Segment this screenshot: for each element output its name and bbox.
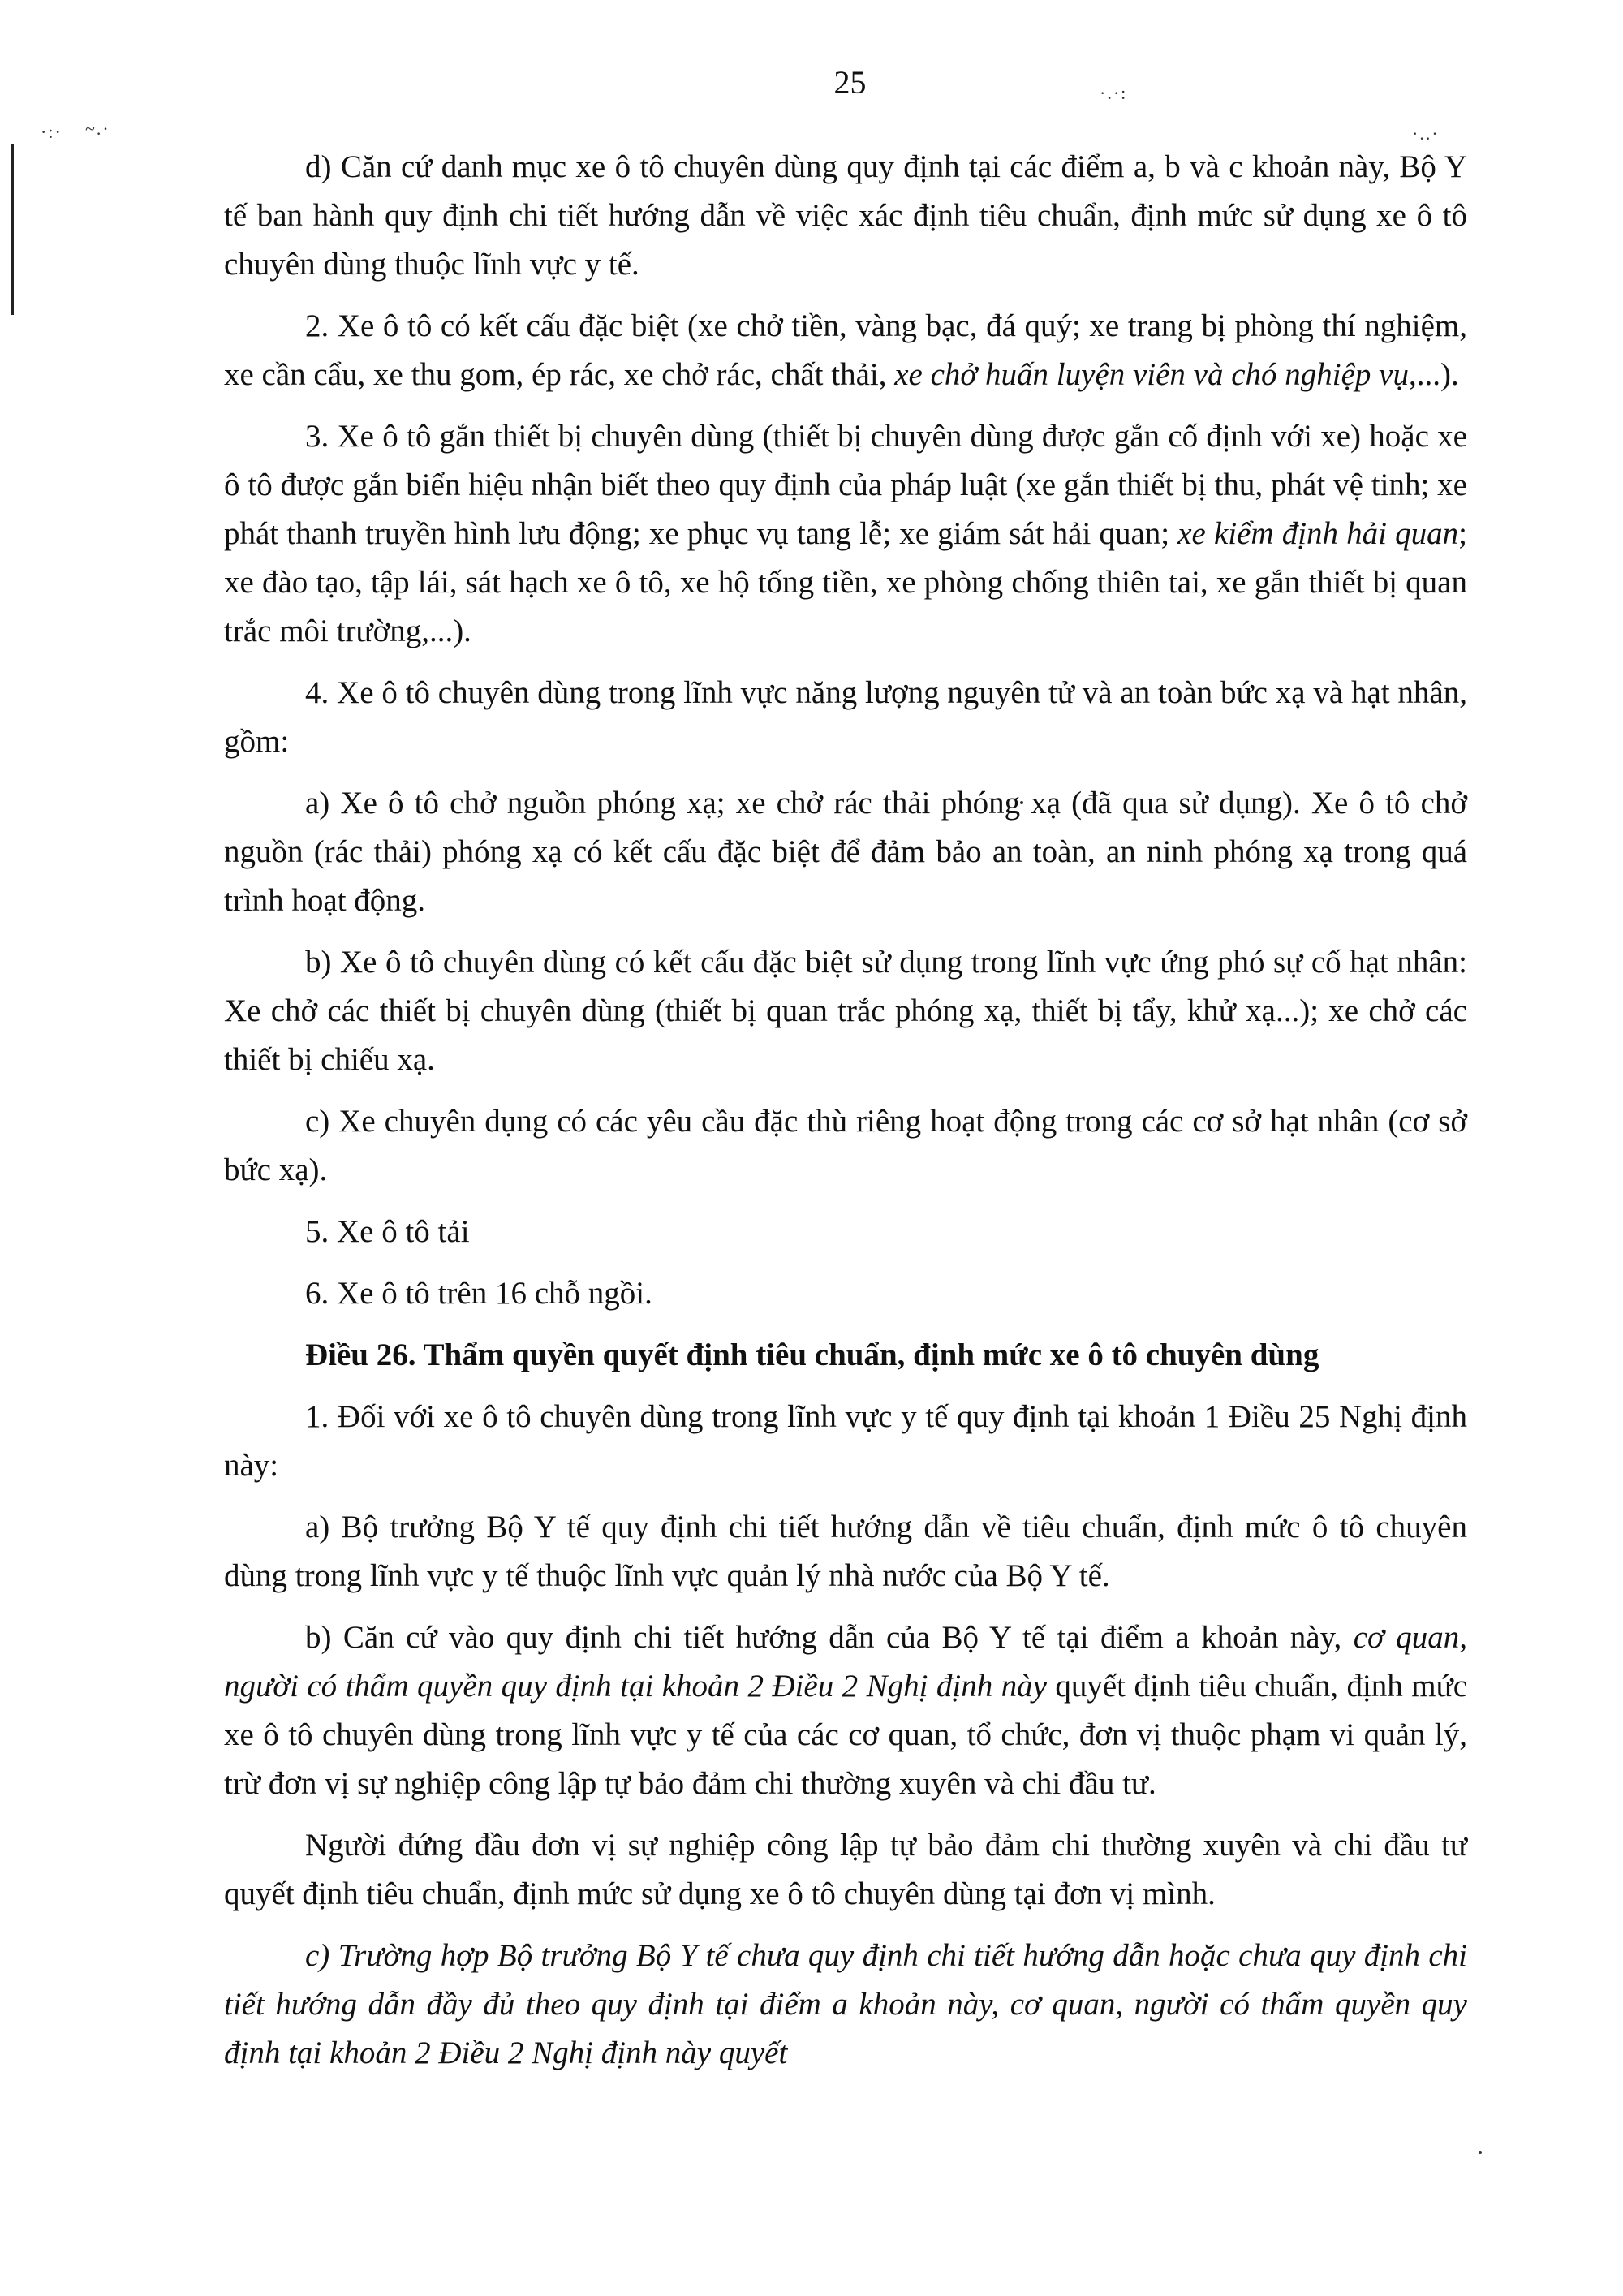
text-segment: cơ quan, người có thẩm quyền quy định tại khoản 2 Điều 2 Nghị định này: [224, 1620, 1467, 1704]
paragraph-4-nuclear: [224, 669, 1467, 766]
scan-edge-line: [11, 144, 14, 315]
scan-dot: [1479, 2151, 1482, 2154]
paragraph-26-1b: [224, 1613, 1467, 1808]
text-segment: c) Trường hợp Bộ trưởng Bộ Y tế chưa quy định chi tiết hướng dẫn hoặc chưa quy định chi tiết hướng dẫn đầy đủ theo quy định tại điểm a khoản này, cơ quan, người có thẩm quyền quy định tại khoản 2 Điều 2 Nghị định này quyết: [224, 1938, 1467, 2070]
paragraph-5-trucks: [224, 1208, 1467, 1256]
text-segment: ; xe đào tạo, tập lái, sát hạch xe ô tô, xe hộ tống tiền, xe phòng chống thiên tai, xe gắn thiết bị quan trắc môi trường,...).: [224, 516, 1467, 648]
text-segment: a) Bộ trưởng Bộ Y tế quy định chi tiết hướng dẫn về tiêu chuẩn, định mức ô tô chuyên dùng trong lĩnh vực y tế thuộc lĩnh vực quản lý nhà nước của Bộ Y tế.: [224, 1510, 1467, 1593]
text-segment: Điều 26. Thẩm quyền quyết định tiêu chuẩn, định mức xe ô tô chuyên dùng: [305, 1338, 1319, 1372]
text-segment: xe kiểm định hải quan: [1177, 516, 1459, 551]
text-segment: 1. Đối với xe ô tô chuyên dùng trong lĩnh vực y tế quy định tại khoản 1 Điều 25 Nghị định này:: [224, 1399, 1467, 1483]
text-segment: ,...).: [1408, 357, 1459, 392]
text-segment: Người đứng đầu đơn vị sự nghiệp công lập tự bảo đảm chi thường xuyên và chi đầu tư quyết định tiêu chuẩn, định mức sử dụng xe ô tô chuyên dùng tại đơn vị mình.: [224, 1828, 1467, 1911]
text-segment: b) Căn cứ vào quy định chi tiết hướng dẫn của Bộ Y tế tại điểm a khoản này,: [305, 1620, 1354, 1655]
text-segment: 3. Xe ô tô gắn thiết bị chuyên dùng (thiết bị chuyên dùng được gắn cố định với xe) hoặc xe ô tô được gắn biển hiệu nhận biết theo quy định của pháp luật (xe gắn thiết bị thu, phát vệ tinh; xe phát thanh truyền hình lưu động; xe phục vụ tang lễ; xe giám sát hải quan;: [224, 419, 1467, 551]
paragraph-4a-radioactive-source: [224, 779, 1467, 925]
scan-speck: ~.·: [85, 118, 110, 139]
paragraph-d-medical-vehicles: [224, 143, 1467, 289]
paragraph-26-1c: [224, 1932, 1467, 2078]
paragraph-26-1b-head-of-unit: [224, 1821, 1467, 1919]
document-body: [224, 143, 1467, 2091]
text-segment: quyết định tiêu chuẩn, định mức xe ô tô chuyên dùng trong lĩnh vực y tế của các cơ quan, tổ chức, đơn vị thuộc phạm vi quản lý, trừ đơn vị sự nghiệp công lập tự bảo đảm chi thường xuyên và chi đầu tư.: [224, 1669, 1467, 1801]
text-segment: 2. Xe ô tô có kết cấu đặc biệt (xe chở tiền, vàng bạc, đá quý; xe trang bị phòng thí nghiệm, xe cần cẩu, xe thu gom, ép rác, xe chở rác, chất thải,: [224, 308, 1467, 392]
text-segment: c) Xe chuyên dụng có các yêu cầu đặc thù riêng hoạt động trong các cơ sở hạt nhân (cơ sở bức xạ).: [224, 1104, 1467, 1187]
paragraph-4b-nuclear-incident: [224, 938, 1467, 1084]
text-segment: 6. Xe ô tô trên 16 chỗ ngồi.: [305, 1276, 652, 1311]
text-segment: d) Căn cứ danh mục xe ô tô chuyên dùng quy định tại các điểm a, b và c khoản này, Bộ Y tế ban hành quy định chi tiết hướng dẫn về việc xác định tiêu chuẩn, định mức sử dụng xe ô tô chuyên dùng thuộc lĩnh vực y tế.: [224, 149, 1467, 282]
text-segment: 4. Xe ô tô chuyên dùng trong lĩnh vực năng lượng nguyên tử và an toàn bức xạ và hạt nhân, gồm:: [224, 675, 1467, 759]
paragraph-26-1: [224, 1393, 1467, 1490]
text-segment: xe chở huấn luyện viên và chó nghiệp vụ: [894, 357, 1409, 392]
paragraph-2-special-structure: [224, 302, 1467, 399]
paragraph-26-1a: [224, 1503, 1467, 1600]
scan-speck: ·..·: [1412, 123, 1440, 144]
text-segment: 5. Xe ô tô tải: [305, 1214, 470, 1249]
paragraph-3-special-equipment: [224, 412, 1467, 656]
scan-speck: ·:·: [41, 122, 62, 142]
page-number: 25: [833, 64, 867, 101]
paragraph-6-over-16-seats: [224, 1269, 1467, 1318]
scan-speck: ·.·:: [1100, 83, 1128, 103]
paragraph-4c-nuclear-facility: [224, 1097, 1467, 1195]
article-26-heading: [224, 1331, 1467, 1380]
text-segment: b) Xe ô tô chuyên dùng có kết cấu đặc biệt sử dụng trong lĩnh vực ứng phó sự cố hạt nhân: Xe chở các thiết bị chuyên dùng (thiết bị quan trắc phóng xạ, thiết bị tẩy, khử xạ...); xe chở các thiết bị chiếu xạ.: [224, 945, 1467, 1077]
text-segment: a) Xe ô tô chở nguồn phóng xạ; xe chở rác thải phóng xạ (đã qua sử dụng). Xe ô tô chở nguồn (rác thải) phóng xạ có kết cấu đặc biệt để đảm bảo an toàn, an ninh phóng xạ trong quá trình hoạt động.: [224, 786, 1467, 918]
